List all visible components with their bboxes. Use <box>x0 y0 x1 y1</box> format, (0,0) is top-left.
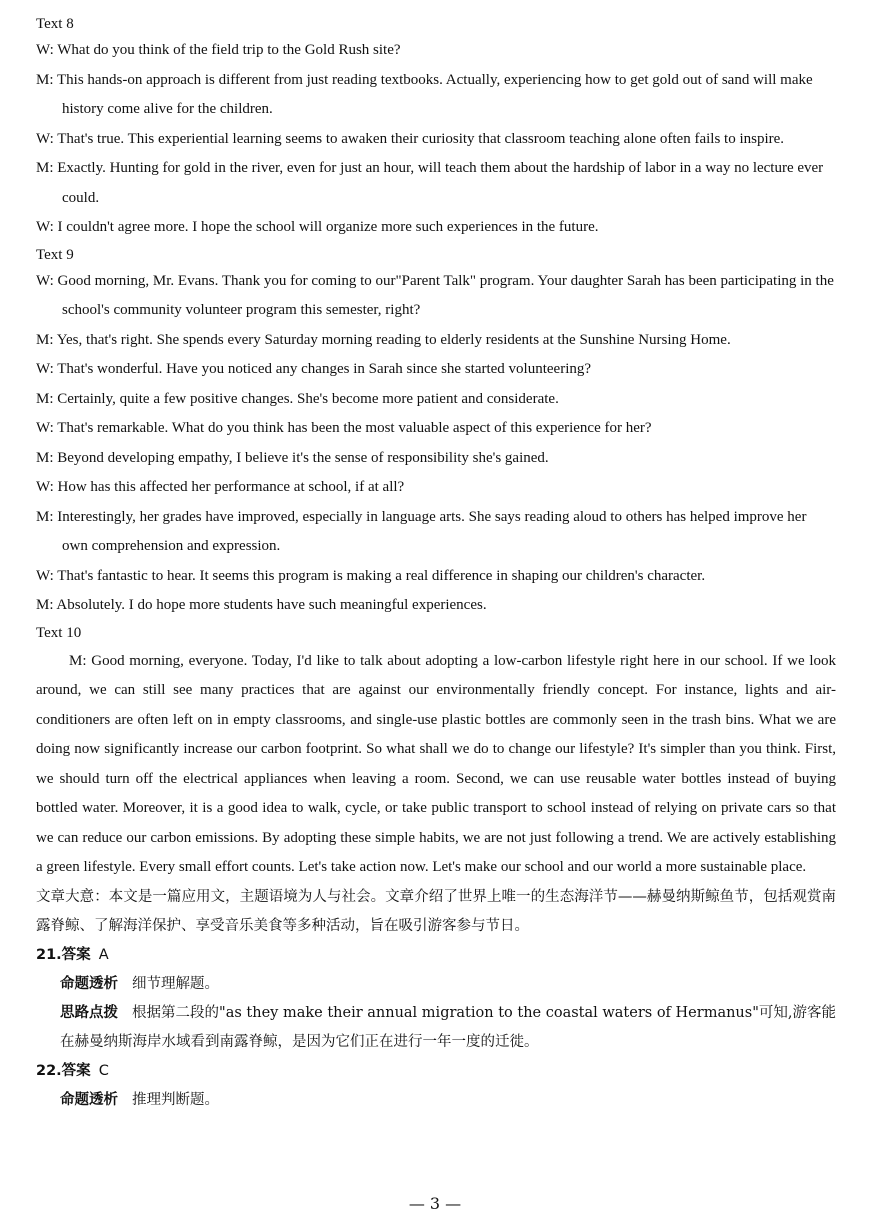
article-summary: 文章大意：本文是一篇应用文，主题语境为人与社会。文章介绍了世界上唯一的生态海洋节——赫曼纳斯鲸鱼节，包括观赏南露脊鲸、了解海洋保护、享受音乐美食等多种活动，旨在吸引游客参与节日。 <box>36 888 836 934</box>
q21-type <box>36 970 836 999</box>
text9-dialogue <box>36 267 836 621</box>
page-number: — 3 — <box>408 1194 462 1213</box>
dialogue-line: M: Absolutely. I do hope more students have such meaningful experiences. <box>36 597 487 613</box>
q21-hint <box>36 999 836 1057</box>
dialogue-line: W: I couldn't agree more. I hope the school will organize more such experiences in the future. <box>36 219 599 235</box>
dialogue-line: W: That's fantastic to hear. It seems this program is making a real difference in shaping our children's character. <box>36 567 706 584</box>
dialogue-line: W: That's remarkable. What do you think has been the most valuable aspect of this experience for her? <box>36 420 652 436</box>
dialogue-line: W: That's true. This experiential learning seems to awaken their curiosity that classroom teaching alone often fails to inspire. <box>36 130 785 147</box>
page-content <box>36 12 836 1115</box>
q22-type-tag: 命题透析 <box>60 1091 118 1108</box>
dialogue-line: M: Certainly, quite a few positive changes. She's become more patient and considerate. <box>36 390 559 407</box>
q21-type-text: 细节理解题。 <box>132 975 219 992</box>
q22-answer <box>36 1057 836 1086</box>
dialogue-line: M: Exactly. Hunting for gold in the river, even for just an hour, will teach them about the hardship of labor in a way no lecture ever could. <box>36 160 824 206</box>
q21-answer <box>36 941 836 970</box>
text8-heading: Text 8 <box>36 16 74 32</box>
q22-type-text: 推理判断题。 <box>132 1091 219 1108</box>
q21-hint-tag: 思路点拨 <box>60 1004 119 1021</box>
text9-heading: Text 9 <box>36 246 74 263</box>
text10-heading: Text 10 <box>36 624 82 641</box>
q21-letter: A <box>98 946 109 963</box>
dialogue-line: W: That's wonderful. Have you noticed any changes in Sarah since she started volunteering? <box>36 361 592 377</box>
q21-type-tag: 命题透析 <box>60 975 118 992</box>
dialogue-line: W: How has this affected her performance at school, if at all? <box>36 479 405 495</box>
text8-dialogue <box>36 36 836 243</box>
dialogue-line: M: Beyond developing empathy, I believe it's the sense of responsibility she's gained. <box>36 449 549 466</box>
q22-label: 22.答案 <box>36 1062 91 1079</box>
dialogue-line: W: What do you think of the field trip to the Gold Rush site? <box>36 42 401 58</box>
dialogue-line: M: Interestingly, her grades have improved, especially in language arts. She says reading aloud to others has helped improve her own comprehension and expression. <box>36 508 807 554</box>
q21-hint-text: 根据第二段的"as they make their annual migration to the coastal waters of Hermanus"可知,游客能在赫曼纳斯海岸水域看到南露脊鲸，是因为它们正在进行一年一度的迁徙。 <box>60 1004 837 1050</box>
q22-type <box>36 1086 836 1115</box>
q21-label: 21.答案 <box>36 946 91 963</box>
dialogue-line: W: Good morning, Mr. Evans. Thank you for coming to our"Parent Talk" program. Your daughter Sarah has been participating in the school's community volunteer program this semester, right? <box>36 272 834 318</box>
text10-monologue: M: Good morning, everyone. Today, I'd like to talk about adopting a low-carbon lifestyle right here in our school. If we look around, we can still see many practices that are against our environmentally friendly concept. For instance, lights and air-conditioners are often left on in empty classrooms, and single-use plastic bottles are commonly seen in the trash bins. What we are doing now significantly increase our carbon footprint. So what shall we do to change our lifestyle? It's simpler than you think. First, we should turn off the electrical appliances when leaving a room. Second, we can use reusable water bottles instead of buying bottled water. Moreover, it is a good idea to walk, cycle, or take public transport to school instead of relying on private cars so that we can reduce our carbon emissions. By adopting these simple habits, we are not just following a trend. We are actively establishing a green lifestyle. Every small effort counts. Let's take action now. Let's make our school and our world a more sustainable place. <box>36 652 836 875</box>
dialogue-line: M: This hands-on approach is different from just reading textbooks. Actually, experiencing how to get gold out of sand will make history come alive for the children. <box>36 71 813 117</box>
dialogue-line: M: Yes, that's right. She spends every Saturday morning reading to elderly residents at the Sunshine Nursing Home. <box>36 331 731 348</box>
q22-letter: C <box>98 1062 109 1079</box>
